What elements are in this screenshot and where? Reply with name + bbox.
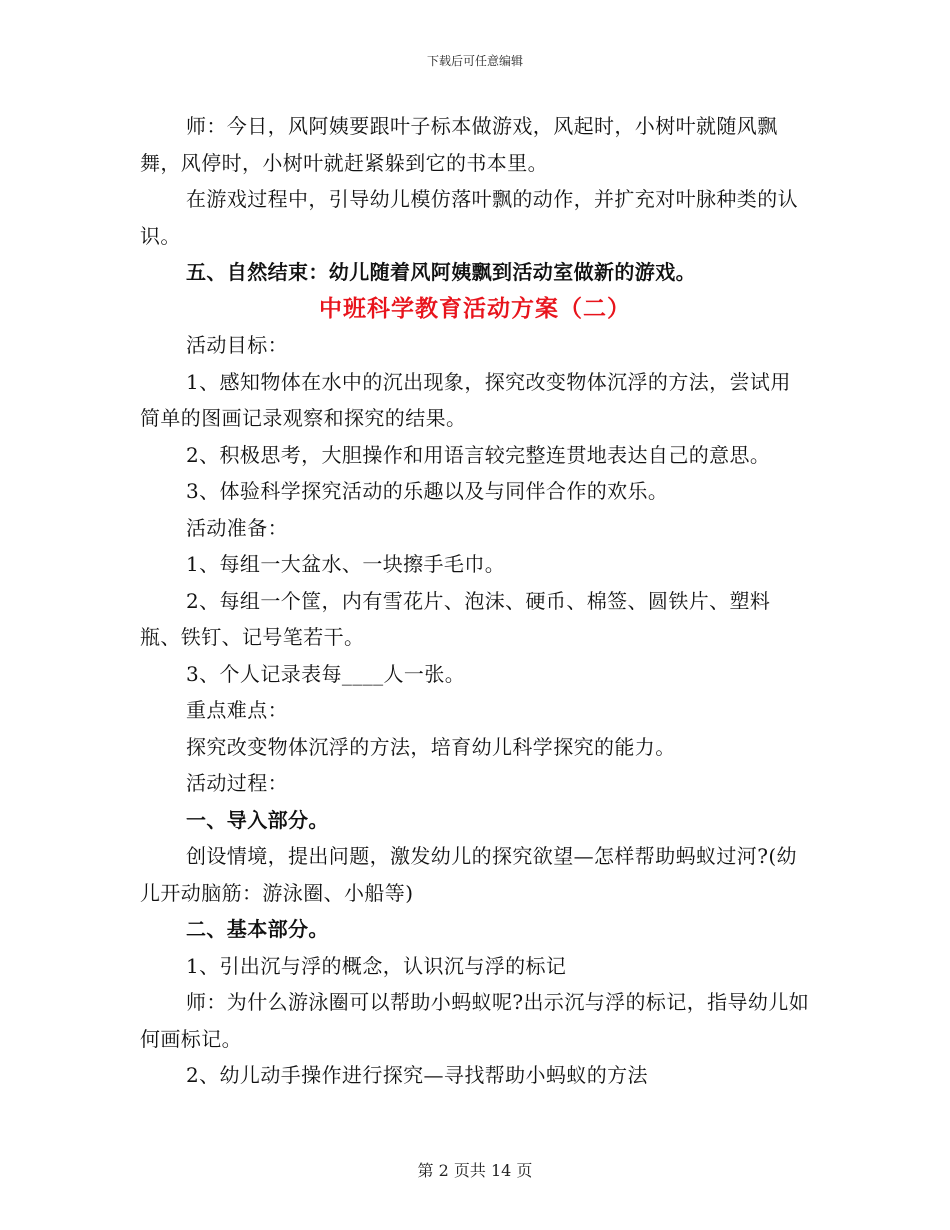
paragraph: 活动过程： [186, 771, 288, 795]
paragraph: 活动目标： [186, 333, 288, 357]
paragraph: 3、体验科学探究活动的乐趣以及与同伴合作的欢乐。 [186, 479, 669, 503]
paragraph: 师：今日，风阿姨要跟叶子标本做游戏，风起时，小树叶就随风飘舞，风停时，小树叶就赶紧躲到它的书本里。 [140, 114, 778, 175]
paragraph: 2、积极思考，大胆操作和用语言较完整连贯地表达自己的意思。 [186, 442, 771, 467]
paragraph: 创设情境，提出问题，激发幼儿的探究欲望—怎样帮助蚂蚁过河?(幼儿开动脑筋：游泳圈、小船等) [140, 844, 797, 905]
page-footer: 第 2 页共 14 页 [417, 1161, 533, 1180]
section-heading: 一、导入部分。 [186, 807, 329, 832]
paragraph: 重点难点： [186, 698, 288, 722]
document-title: 中班科学教育活动方案（二） [319, 294, 631, 322]
paragraph: 活动准备： [186, 515, 288, 540]
paragraph: 2、幼儿动手操作进行探究—寻找帮助小蚂蚁的方法 [186, 1063, 648, 1087]
paragraph: 1、引出沉与浮的概念，认识沉与浮的标记 [186, 953, 567, 978]
paragraph: 3、个人记录表每____人一张。 [186, 661, 466, 686]
section-heading: 二、基本部分。 [186, 917, 329, 941]
paragraph: 1、每组一大盆水、一块擦手毛巾。 [186, 552, 506, 576]
section-heading: 五、自然结束：幼儿随着风阿姨飘到活动室做新的游戏。 [186, 260, 696, 284]
document-body [140, 108, 810, 1094]
paragraph: 1、感知物体在水中的沉出现象，探究改变物体沉浮的方法，尝试用简单的图画记录观察和探究的结果。 [140, 369, 791, 430]
paragraph: 2、每组一个筐，内有雪花片、泡沫、硬币、棉签、圆铁片、塑料瓶、铁钉、记号笔若干。 [140, 588, 771, 649]
paragraph: 师：为什么游泳圈可以帮助小蚂蚁呢?出示沉与浮的标记，指导幼儿如何画标记。 [140, 990, 810, 1051]
paragraph: 在游戏过程中，引导幼儿模仿落叶飘的动作，并扩充对叶脉种类的认识。 [140, 187, 798, 248]
page-header: 下载后可任意编辑 [426, 54, 523, 68]
paragraph: 探究改变物体沉浮的方法，培育幼儿科学探究的能力。 [186, 734, 676, 759]
